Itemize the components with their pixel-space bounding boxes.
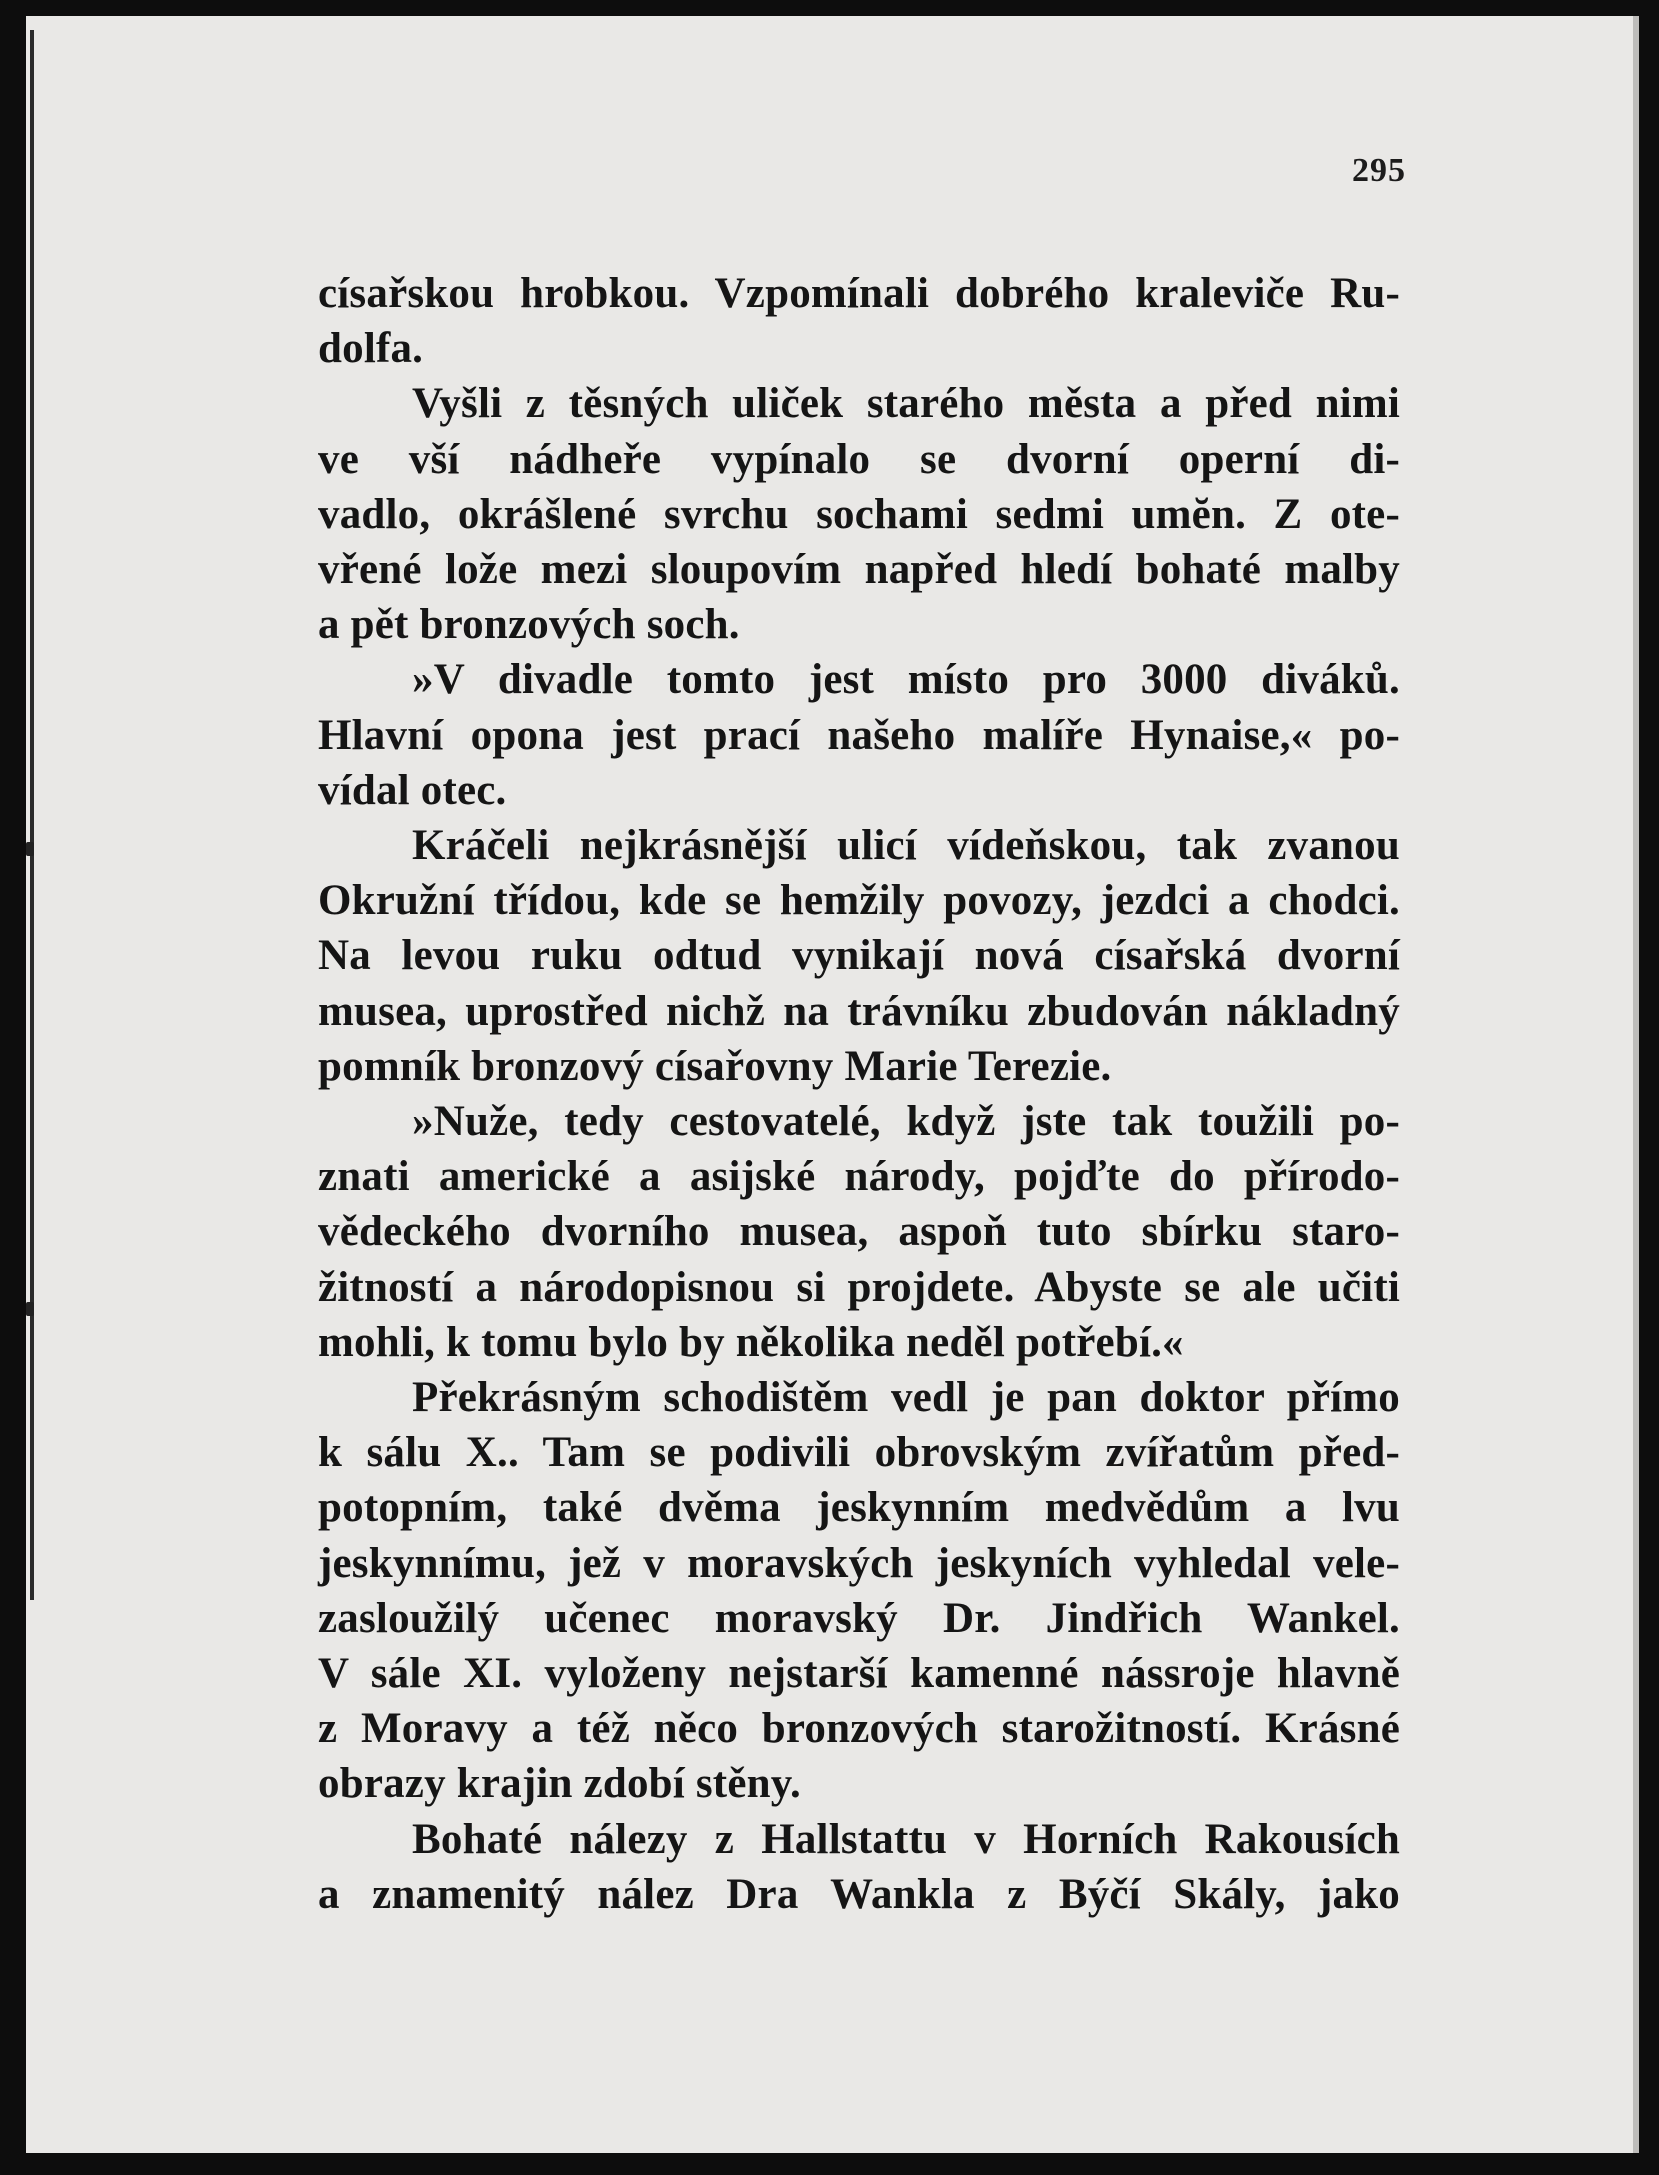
text-line: obrazy krajin zdobí stěny. xyxy=(318,1760,802,1808)
text-line: jeskynnímu, jež v moravských jeskyních vyhledal vele- xyxy=(318,1539,1400,1587)
text-line: Kráčeli nejkrásnější ulicí vídeňskou, tak zvanou xyxy=(412,822,1400,869)
page-number: 295 xyxy=(1352,152,1406,189)
text-line: žitností a národopisnou si projdete. Abyste se ale učiti xyxy=(318,1263,1400,1311)
gutter-mark-bottom xyxy=(26,1302,34,1316)
text-line: musea, uprostřed nichž na trávníku zbudován nákladný xyxy=(318,987,1400,1035)
text-line: znati americké a asijské národy, pojďte do přírodo- xyxy=(318,1153,1400,1201)
book-page xyxy=(26,16,1639,2153)
text-line: »Nuže, tedy cestovatelé, když jste tak toužili po- xyxy=(412,1098,1400,1145)
text-line: Vyšli z těsných uliček starého města a před nimi xyxy=(412,380,1400,428)
text-line: Bohaté nálezy z Hallstattu v Horních Rakousích xyxy=(412,1815,1400,1863)
text-line: Na levou ruku odtud vynikají nová císařská dvorní xyxy=(318,932,1400,980)
page-edge-shadow xyxy=(1633,16,1639,2153)
text-line: dolfa. xyxy=(318,325,424,373)
text-line: a pět bronzových soch. xyxy=(318,601,740,649)
text-line: vídal otec. xyxy=(318,766,507,814)
text-line: ve vší nádheře vypínalo se dvorní operní di- xyxy=(318,435,1400,483)
text-line: pomník bronzový císařovny Marie Terezie. xyxy=(318,1042,1112,1090)
text-line: z Moravy a též něco bronzových starožitností. Krásné xyxy=(318,1705,1400,1753)
text-line: k sálu X.. Tam se podivili obrovským zvířatům před- xyxy=(318,1429,1400,1477)
text-line: zasloužilý učenec moravský Dr. Jindřich Wankel. xyxy=(318,1594,1400,1642)
text-line: Okružní třídou, kde se hemžily povozy, jezdci a chodci. xyxy=(318,877,1400,925)
gutter-mark-top xyxy=(26,842,34,856)
text-line: vědeckého dvorního musea, aspoň tuto sbírku staro- xyxy=(318,1208,1400,1256)
text-line: vadlo, okrášlené svrchu sochami sedmi umĕn. Z ote- xyxy=(318,490,1400,538)
text-line: vřené lože mezi sloupovím napřed hledí bohaté malby xyxy=(318,546,1400,593)
text-line: Hlavní opona jest prací našeho malíře Hynaise,« po- xyxy=(318,711,1400,759)
text-line: mohli, k tomu bylo by několika neděl potřebí.« xyxy=(318,1318,1184,1366)
text-line: potopním, také dvěma jeskynním medvědům a lvu xyxy=(318,1484,1400,1532)
text-line: a znamenitý nález Dra Wankla z Býčí Skály, jako xyxy=(318,1870,1400,1918)
gutter-line xyxy=(30,30,34,1600)
text-line: císařskou hrobkou. Vzpomínali dobrého kraleviče Ru- xyxy=(318,270,1400,317)
text-line: V sále XI. vyloženy nejstarší kamenné nássroje hlavně xyxy=(318,1650,1400,1697)
text-line: Překrásným schodištěm vedl je pan doktor přímo xyxy=(412,1374,1400,1421)
text-line: »V divadle tomto jest místo pro 3000 diváků. xyxy=(412,656,1400,704)
